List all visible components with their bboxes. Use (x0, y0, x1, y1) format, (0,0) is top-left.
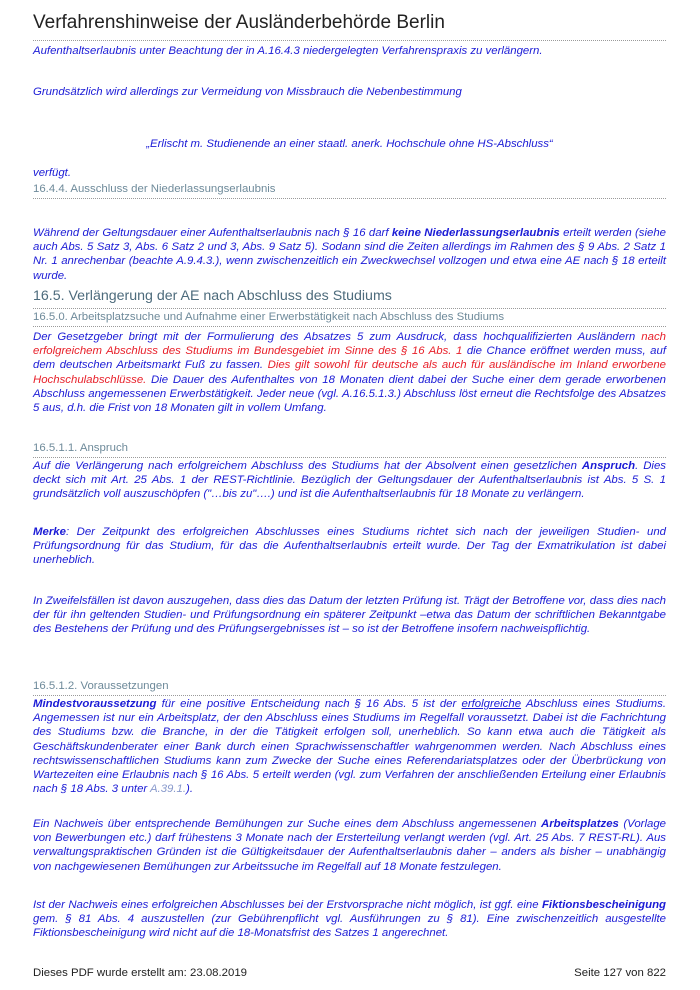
paragraph-voraussetzungen: Mindestvoraussetzung für eine positive Entscheidung nach § 16 Abs. 5 ist der erfolgreiche Abschluss eines Studiums. Angemessen ist nur ein Arbeitsplatz, der den Abschluss eines Studiums im Regelfall voraussetzt. Dabei ist die Fachrichtung des Studiums bzw. die Branche, in der die Tätigkeit erfolgen soll, unerheblich. So kann etwa auch die Tätigkeit als Geschäftskundenberater einer Bank durch einen Sprachwissenschaftler wahrgenommen werden. Nach Abschluss eines rechtswissenschaftlichen Studiums kann zum Zwecke der Suche eines Referendariatsplatzes oder der Überbrückung von Wartezeiten eine Erlaubnis nach § 16 Abs. 5 erteilt werden (vgl. zum Verfahren der anschließenden Erteilung einer Erlaubnis nach § 18 Abs. 3 unter A.39.1.). (33, 698, 666, 796)
paragraph-merke: Merke: Der Zeitpunkt des erfolgreichen Abschlusses eines Studiums richtet sich nach der jeweiligen Studien- und Prüfungsordnung für das Studium, für das die Aufenthaltserlaubnis erteilt wurde. Der Tag der Exmatrikulation ist dabei unerheblich. (33, 526, 666, 567)
heading-16-4-4: 16.4.4. Ausschluss der Niederlassungserlaubnis (33, 183, 666, 199)
page-title: Verfahrenshinweise der Ausländerbehörde Berlin (33, 12, 666, 41)
paragraph-anspruch: Auf die Verlängerung nach erfolgreichem Abschluss des Studiums hat der Absolvent einen gesetzlichen Anspruch. Dies deckt sich mit Art. 25 Abs. 1 der REST-Richtlinie. Bezüglich der Geltungsdauer der Aufenthaltserlaubnis ist Abs. 5 S. 1 grundsätzlich voll auszuschöpfen ("…bis zu"….) und ist die Aufenthaltserlaubnis für 18 Monate zu verlängern. (33, 460, 666, 501)
paragraph-nebenbestimmung: Grundsätzlich wird allerdings zur Vermeidung von Missbrauch die Nebenbestimmung (33, 86, 462, 98)
heading-16-5: 16.5. Verlängerung der AE nach Abschluss des Studiums (33, 288, 666, 309)
paragraph-zweifelsfaelle: In Zweifelsfällen ist davon auszugehen, dass dies das Datum der letzten Prüfung ist. Trägt der Betroffene vor, dass dies nach der für ihn geltenden Studien- und Prüfungsordnung ein späterer Zeitpunkt –etwa das Datum der schriftlichen Bekanntgabe des Bestehens der Prüfung und des Prüfungsergebnisses ist – so ist der Betroffene insofern nachweispflichtig. (33, 595, 666, 636)
quote-nebenbestimmung: „Erlischt m. Studienende an einer staatl. anerk. Hochschule ohne HS-Abschluss“ (146, 138, 553, 150)
paragraph-ausschluss-niederlassung: Während der Geltungsdauer einer Aufenthaltserlaubnis nach § 16 darf keine Niederlassungserlaubnis erteilt werden (siehe auch Abs. 5 Satz 3, Abs. 6 Satz 2 und 3, Abs. 9 Satz 5). Sodann sind die Zeiten allerdings im Rahmen des § 9 Abs. 2 Satz 1 Nr. 1 anrechenbar (beachte A.9.4.3.), wenn zwischenzeitlich ein Zweckwechsel vollzogen und etwa eine AE nach § 18 erteilt wurde. (33, 227, 667, 282)
heading-16-5-1-2: 16.5.1.2. Voraussetzungen (33, 680, 666, 696)
heading-16-5-1-1: 16.5.1.1. Anspruch (33, 442, 666, 458)
paragraph-verfuegt: verfügt. (33, 167, 71, 179)
paragraph-arbeitsplatzsuche: Der Gesetzgeber bringt mit der Formulierung des Absatzes 5 zum Ausdruck, dass hochqualifizierten Ausländern nach erfolgreichem Abschluss des Studiums im Bundesgebiet im Sinne des § 16 Abs. 1 die Chance eröffnet werden muss, auf dem deutschen Arbeitsmarkt Fuß zu fassen. Dies gilt sowohl für deutsche als auch für ausländische im Inland erworbene Hochschulabschlüsse. Die Dauer des Aufenthaltes von 18 Monaten dient dabei der Suche einer dem gerade erworbenen Abschluss angemessenen Erwerbstätigkeit. Jeder neue (vgl. A.16.5.1.3.) Abschluss löst erneut die Rechtsfolge des Absatzes 5 aus, d.h. die Frist von 18 Monaten gilt in vollem Umfang. (33, 331, 666, 415)
paragraph-fiktionsbescheinigung: Ist der Nachweis eines erfolgreichen Abschlusses bei der Erstvorsprache nicht möglich, ist ggf. eine Fiktionsbescheinigung gem. § 81 Abs. 4 auszustellen (zur Gebührenpflicht vgl. Ausführungen zu § 81). Eine zwischenzeitlich ausgestellte Fiktionsbescheinigung wird nicht auf die 18-Monatsfrist des Satzes 1 angerechnet. (33, 899, 666, 940)
paragraph-nachweis-arbeitsplatz: Ein Nachweis über entsprechende Bemühungen zur Suche eines dem Abschluss angemessenen Arbeitsplatzes (Vorlage von Bewerbungen etc.) darf frühestens 3 Monate nach der Ersterteilung verlangt werden (vgl. Art. 25 Abs. 7 REST-RL). Aus verwaltungspraktischen Gründen ist die Gültigkeitsdauer der Aufenthaltserlaubnis daher – anders als bisher – unabhängig von nachgewiesenen Bemühungen zur Arbeitssuche im Regelfall auf 18 Monate festzulegen. (33, 818, 666, 873)
heading-16-5-0: 16.5.0. Arbeitsplatzsuche und Aufnahme einer Erwerbstätigkeit nach Abschluss des Studiums (33, 311, 666, 327)
footer-created-date: Dieses PDF wurde erstellt am: 23.08.2019 (33, 967, 247, 979)
paragraph-intro: Aufenthaltserlaubnis unter Beachtung der in A.16.4.3 niedergelegten Verfahrenspraxis zu verlängern. (33, 45, 543, 57)
footer-page-number: Seite 127 von 822 (574, 967, 666, 979)
reference-link-a39-1[interactable]: A.39.1. (149, 783, 187, 796)
